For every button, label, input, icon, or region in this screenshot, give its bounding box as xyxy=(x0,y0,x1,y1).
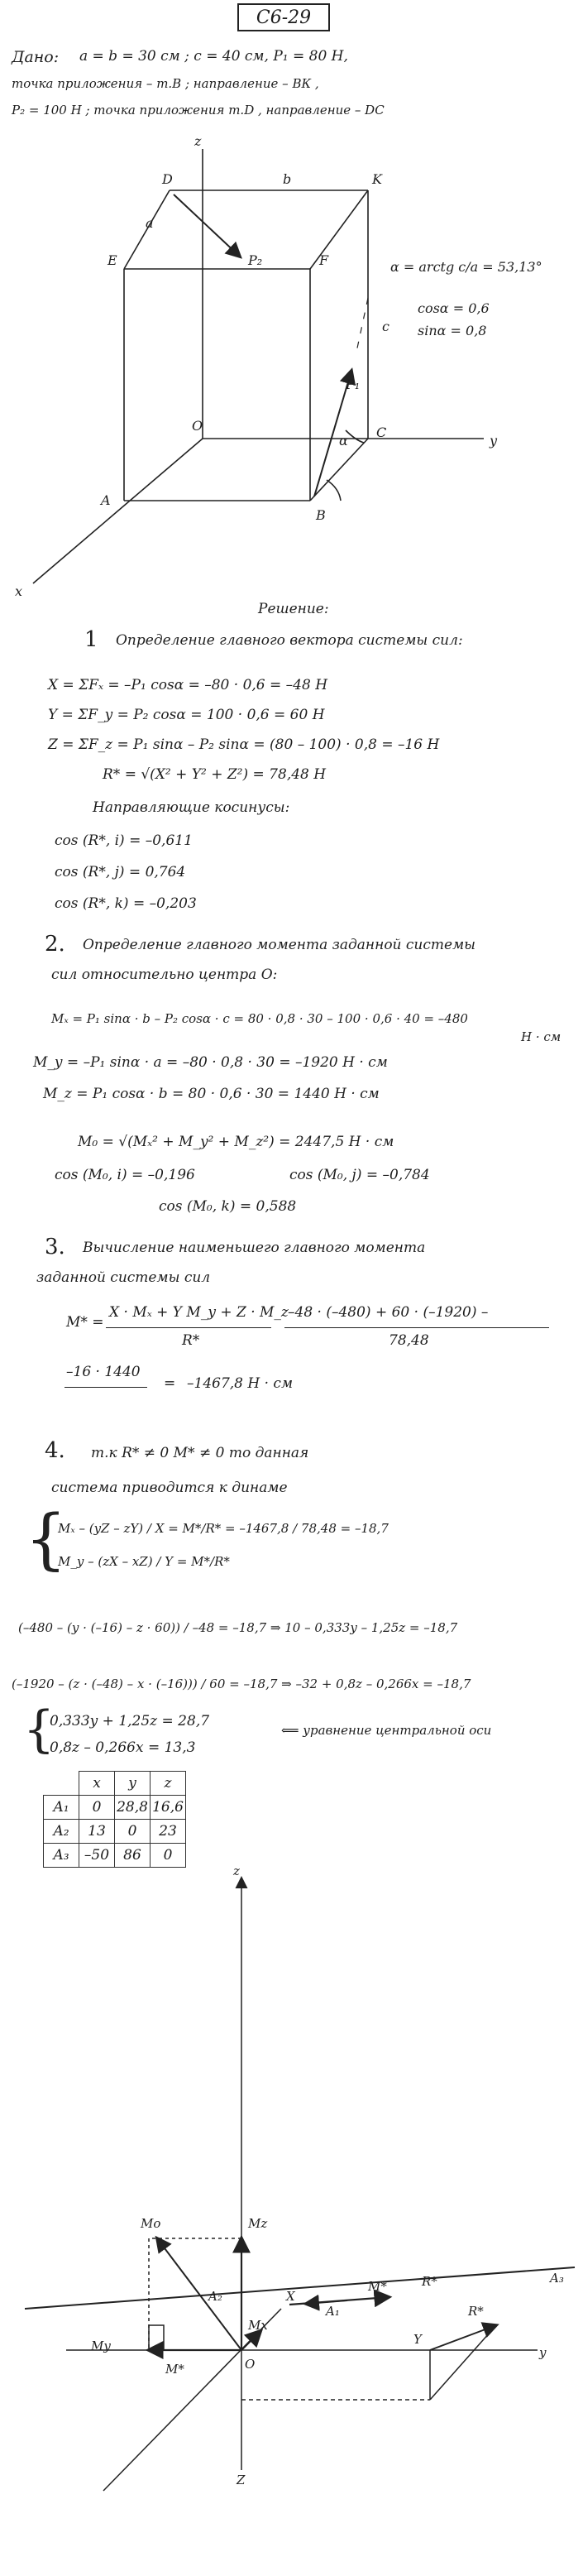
label-b: b xyxy=(283,171,292,187)
label-O: O xyxy=(192,418,203,434)
main-vector-magnitude: R* = √(X² + Y² + Z²) = 78,48 Н xyxy=(103,766,327,783)
table-cell: 23 xyxy=(151,1820,186,1844)
fig2-label-Mx: Mx xyxy=(248,2318,268,2333)
moment-z: M_z = P₁ cosα · b = 80 · 0,6 · 30 = 1440 Н · см xyxy=(43,1086,380,1102)
table-cell: 0 xyxy=(79,1796,115,1820)
cos-alpha: cosα = 0,6 xyxy=(418,300,490,316)
label-B: B xyxy=(316,507,326,523)
table-cell: 0 xyxy=(151,1844,186,1868)
table-row xyxy=(44,1796,186,1820)
m-cos-i: cos (M₀, i) = –0,196 xyxy=(55,1167,195,1183)
table-cell: 0 xyxy=(115,1820,151,1844)
main-vector-y: Y = ΣF_y = P₂ cosα = 100 · 0,6 = 60 Н xyxy=(48,707,325,723)
dynamo-eq-1: Mₓ – (yZ – zY) / X = M*/R* = –1467,8 / 78,48 = –18,7 xyxy=(58,1521,389,1536)
fraction-line-3 xyxy=(65,1387,147,1388)
fig2-label-Rstar: R* xyxy=(422,2274,437,2289)
fig2-label-Mo: Mo xyxy=(141,2216,161,2231)
moment-x: Mₓ = P₁ sinα · b – P₂ cosα · c = 80 · 0,8 · 30 – 100 · 0,6 · 40 = –480 xyxy=(51,1011,468,1026)
main-vector-z: Z = ΣF_z = P₁ sinα – P₂ sinα = (80 – 100) · 0,8 = –16 Н xyxy=(48,736,440,753)
min-moment-line2: –16 · 1440 xyxy=(66,1364,141,1380)
fig2-label-y: y xyxy=(539,2345,547,2360)
r-cos-k: cos (R*, k) = –0,203 xyxy=(55,895,197,912)
min-moment-numerator-2: –48 · (–480) + 60 · (–1920) – xyxy=(288,1304,489,1321)
fig2-label-Mstar: M* xyxy=(368,2279,387,2294)
col-header-y: y xyxy=(115,1772,151,1796)
central-axis-line xyxy=(25,2267,575,2309)
moment-x-unit: Н · см xyxy=(521,1029,561,1044)
label-a: a xyxy=(146,215,154,231)
fraction-line-1 xyxy=(106,1327,271,1328)
label-C: C xyxy=(376,425,387,440)
fig2-label-Mstar2: M* xyxy=(165,2362,184,2377)
r-cos-i: cos (R*, i) = –0,611 xyxy=(55,832,193,849)
fig2-label-A3: A₃ xyxy=(550,2271,564,2286)
given-label: Дано: xyxy=(12,48,60,66)
central-axis-calc-1: (–480 – (y · (–16) – z · 60)) / –48 = –18,7 ⇒ 10 – 0,333y – 1,25z = –18,7 xyxy=(18,1620,458,1635)
fig2-label-X: X xyxy=(286,2289,295,2304)
m-cos-j: cos (M₀, j) = –0,784 xyxy=(289,1167,430,1183)
section-1-number: 1 xyxy=(84,627,98,652)
mx-arrow xyxy=(241,2331,260,2350)
section-4-text-2: система приводится к динаме xyxy=(51,1480,288,1496)
label-P2: P₂ xyxy=(248,252,263,268)
section-3-title-2: заданной системы сил xyxy=(36,1269,211,1286)
label-z: z xyxy=(194,133,202,149)
moment-y: M_y = –P₁ sinα · a = –80 · 0,8 · 30 = –1920 Н · см xyxy=(33,1054,388,1071)
fig2-label-z: z xyxy=(233,1864,240,1878)
label-E: E xyxy=(108,252,117,268)
r-star-arrow-2 xyxy=(430,2325,496,2350)
min-moment-result: –1467,8 Н · см xyxy=(187,1375,294,1392)
section-4-text-1: т.к R* ≠ 0 M* ≠ 0 то данная xyxy=(91,1445,309,1461)
central-axis-calc-2: (–1920 – (z · (–48) – x · (–16))) / 60 = –18,7 ⇒ –32 + 0,8z – 0,266x = –18,7 xyxy=(12,1677,471,1691)
section-4-number: 4. xyxy=(45,1438,65,1463)
col-header-z: z xyxy=(151,1772,186,1796)
label-F: F xyxy=(319,252,329,268)
force-p2-arrow xyxy=(174,194,240,257)
label-y: y xyxy=(490,433,498,449)
box-figure xyxy=(0,132,583,596)
angle-equation: α = arctg c/a = 53,13° xyxy=(390,259,542,275)
dynamo-eq-2: M_y – (zX – xZ) / Y = M*/R* xyxy=(58,1554,230,1569)
row-label: A₂ xyxy=(44,1820,79,1844)
label-A: A xyxy=(101,492,111,508)
table-cell: 13 xyxy=(79,1820,115,1844)
section-3-number: 3. xyxy=(45,1235,65,1259)
fig2-label-A1: A₁ xyxy=(326,2304,340,2319)
label-P1: P₁ xyxy=(346,377,361,392)
points-table xyxy=(43,1771,186,1868)
table-row xyxy=(44,1820,186,1844)
given-line-3: P₂ = 100 Н ; точка приложения т.D , направление – DC xyxy=(12,103,385,118)
row-label: A₁ xyxy=(44,1796,79,1820)
mo-arrow xyxy=(157,2238,241,2350)
table-cell: 86 xyxy=(115,1844,151,1868)
m-cos-k: cos (M₀, k) = 0,588 xyxy=(159,1198,297,1215)
table-cell: –50 xyxy=(79,1844,115,1868)
min-moment-denominator-2: 78,48 xyxy=(389,1332,429,1349)
central-axis-note: ⟸ уравнение центральной оси xyxy=(281,1723,492,1738)
min-moment-eq-sign: = xyxy=(164,1375,176,1392)
main-vector-x: X = ΣFₓ = –P₁ cosα = –80 · 0,6 = –48 Н xyxy=(48,677,328,693)
fraction-line-2 xyxy=(284,1327,549,1328)
min-moment-lhs: M* = xyxy=(66,1314,104,1331)
fig2-label-Rstar2: R* xyxy=(468,2304,484,2319)
min-moment-numerator: X · Mₓ + Y M_y + Z · M_z xyxy=(109,1304,289,1321)
fig2-label-Mz: Mz xyxy=(248,2216,268,2231)
given-line-1: a = b = 30 см ; c = 40 см, P₁ = 80 Н, xyxy=(79,48,348,65)
table-cell: 16,6 xyxy=(151,1796,186,1820)
direction-cosines-title: Направляющие косинусы: xyxy=(93,799,290,816)
section-3-title-1: Вычисление наименьшего главного момента xyxy=(83,1240,426,1256)
given-line-2: точка приложения – т.В ; направление – ВК , xyxy=(12,76,319,91)
central-axis-eq-1: 0,333y + 1,25z = 28,7 xyxy=(50,1713,210,1729)
label-D: D xyxy=(162,171,173,187)
central-axis-eq-2: 0,8z – 0,266x = 13,3 xyxy=(50,1739,196,1756)
label-alpha: α xyxy=(339,433,348,449)
fig2-label-My: My xyxy=(91,2339,111,2353)
fig2-label-Y: Y xyxy=(413,2332,422,2347)
fig2-label-O: O xyxy=(245,2357,256,2372)
row-label: A₃ xyxy=(44,1844,79,1868)
label-K: K xyxy=(372,171,382,187)
label-c: c xyxy=(382,319,389,334)
x-axis xyxy=(33,439,203,583)
system-brace-2: { xyxy=(23,1701,55,1758)
central-axis-figure xyxy=(0,1862,583,2574)
label-x: x xyxy=(15,583,23,596)
section-2-title-1: Определение главного момента заданной системы xyxy=(83,937,476,953)
section-2-title-2: сил относительно центра O: xyxy=(51,967,278,983)
problem-number-badge: C6-29 xyxy=(237,3,330,31)
r-cos-j: cos (R*, j) = 0,764 xyxy=(55,864,186,880)
table-cell: 28,8 xyxy=(115,1796,151,1820)
sin-alpha: sinα = 0,8 xyxy=(418,323,487,338)
solution-label: Решение: xyxy=(258,601,329,617)
main-moment-magnitude: M₀ = √(Mₓ² + M_y² + M_z²) = 2447,5 Н · см xyxy=(78,1134,394,1150)
min-moment-denominator: R* xyxy=(182,1332,200,1349)
section-2-number: 2. xyxy=(45,932,65,957)
section-1-title: Определение главного вектора системы сил: xyxy=(116,632,463,649)
fig2-label-A2: A₂ xyxy=(208,2289,222,2304)
system-brace-1: { xyxy=(25,1500,67,1577)
fig2-label-Z: Z xyxy=(237,2473,246,2487)
col-header-x: x xyxy=(79,1772,115,1796)
